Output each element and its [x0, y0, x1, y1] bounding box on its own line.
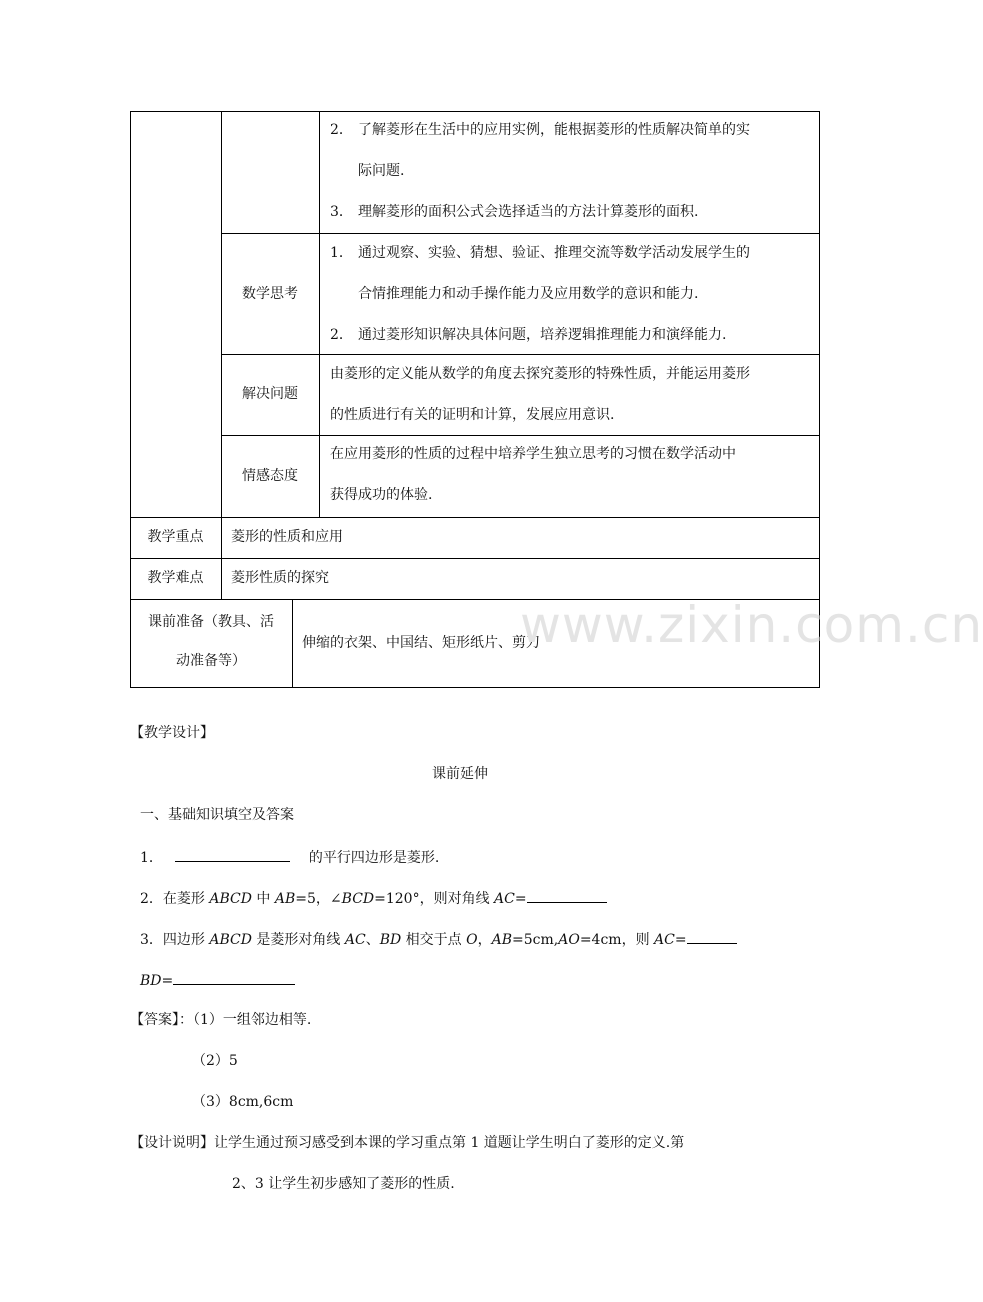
answer-blank[interactable] — [527, 887, 607, 903]
question-text: = — [514, 891, 527, 907]
answer-blank[interactable] — [173, 969, 295, 985]
answer-text: （3）8cm,6cm — [192, 1094, 294, 1110]
question-text: 3．四边形 — [140, 932, 210, 948]
table-divider — [319, 111, 320, 517]
answer-label — [130, 1010, 311, 1030]
attitude-text: 获得成功的体验. — [330, 487, 433, 503]
answer-blank[interactable] — [687, 928, 737, 944]
answer-blank[interactable] — [175, 846, 290, 862]
table-divider — [130, 517, 820, 518]
objective-item-text: 通过观察、实验、猜想、验证、推理交流等数学活动发展学生的 — [358, 245, 750, 261]
math-symbol: BCD — [341, 891, 375, 907]
question-text: 2．在菱形 — [140, 891, 210, 907]
question-text: 是菱形对角线 — [251, 932, 345, 948]
math-symbol: AO — [558, 932, 580, 948]
question-2 — [140, 887, 607, 909]
question-number: 1． — [140, 850, 163, 866]
objective-item-number: 1． — [330, 245, 353, 261]
objective-item-text: 际问题. — [358, 163, 405, 179]
question-3 — [140, 928, 737, 950]
table-divider — [221, 354, 820, 355]
objective-item-text: 通过菱形知识解决具体问题，培养逻辑推理能力和演绎能力. — [358, 327, 727, 343]
preparation-label: 课前准备（教具、活 — [148, 614, 274, 630]
answer-label-text: 【答案】： — [130, 1012, 193, 1028]
watermark: www.zixin.com.cn — [520, 596, 983, 654]
math-symbol: AC — [494, 891, 515, 907]
table-divider — [130, 558, 820, 559]
problem-solving-text: 的性质进行有关的证明和计算，发展应用意识. — [330, 407, 615, 423]
part-title: 一、基础知识填空及答案 — [140, 807, 294, 823]
math-symbol: ABCD — [209, 932, 252, 948]
table-divider — [221, 233, 820, 234]
preparation-label: 动准备等） — [176, 653, 246, 669]
question-text: 的平行四边形是菱形. — [308, 850, 440, 866]
design-heading: 【教学设计】 — [130, 725, 214, 741]
design-note: 2、3 让学生初步感知了菱形的性质. — [232, 1176, 455, 1192]
difficulty-label: 教学难点 — [147, 570, 204, 586]
math-thinking-label: 数学思考 — [242, 286, 298, 302]
design-note: 【设计说明】让学生通过预习感受到本课的学习重点第 1 道题让学生明白了菱形的定义.第 — [130, 1135, 685, 1151]
key-point-value: 菱形的性质和应用 — [231, 529, 343, 545]
question-text: =5cm, — [512, 932, 559, 948]
objective-item-text: 合情推理能力和动手操作能力及应用数学的意识和能力. — [358, 286, 699, 302]
math-symbol: AB — [491, 932, 513, 948]
objective-item-number: 3． — [330, 204, 353, 220]
table-divider — [292, 599, 293, 688]
objective-item-number: 2． — [330, 327, 353, 343]
problem-solving-text: 由菱形的定义能从数学的角度去探究菱形的特殊性质，并能运用菱形 — [330, 366, 750, 382]
question-text: 、 — [365, 932, 380, 948]
math-symbol: BD — [379, 932, 402, 948]
difficulty-value: 菱形性质的探究 — [231, 570, 329, 586]
objective-item-number: 2． — [330, 122, 353, 138]
question-text: =5，∠ — [295, 891, 342, 907]
answer-text: （1）一组邻边相等. — [193, 1012, 312, 1028]
section-title: 课前延伸 — [432, 766, 488, 782]
table-divider — [221, 435, 820, 436]
math-symbol: O — [466, 932, 478, 948]
question-text: 相交于点 — [401, 932, 467, 948]
preparation-value: 伸缩的衣架、中国结、矩形纸片、剪刀 — [302, 635, 540, 651]
math-symbol: AB — [274, 891, 296, 907]
question-text: ， — [477, 932, 492, 948]
attitude-text: 在应用菱形的性质的过程中培养学生独立思考的习惯在数学活动中 — [330, 446, 736, 462]
attitude-label: 情感态度 — [242, 468, 298, 484]
math-symbol: AC — [654, 932, 675, 948]
math-symbol: BD — [140, 973, 162, 989]
objective-item-text: 理解菱形的面积公式会选择适当的方法计算菱形的面积. — [358, 204, 699, 220]
answer-text: （2）5 — [192, 1053, 238, 1069]
question-text: =4cm，则 — [579, 932, 655, 948]
question-1 — [140, 846, 439, 868]
question-text: = — [161, 973, 174, 989]
question-3-continued — [140, 969, 295, 991]
table-divider — [221, 111, 222, 517]
problem-solving-label: 解决问题 — [242, 386, 298, 402]
question-text: = — [674, 932, 687, 948]
key-point-label: 教学重点 — [147, 529, 204, 545]
math-symbol: AC — [344, 932, 366, 948]
math-symbol: ABCD — [209, 891, 252, 907]
question-text: 中 — [251, 891, 275, 907]
objective-item-text: 了解菱形在生活中的应用实例，能根据菱形的性质解决简单的实 — [358, 122, 750, 138]
question-text: =120°，则对角线 — [374, 891, 495, 907]
